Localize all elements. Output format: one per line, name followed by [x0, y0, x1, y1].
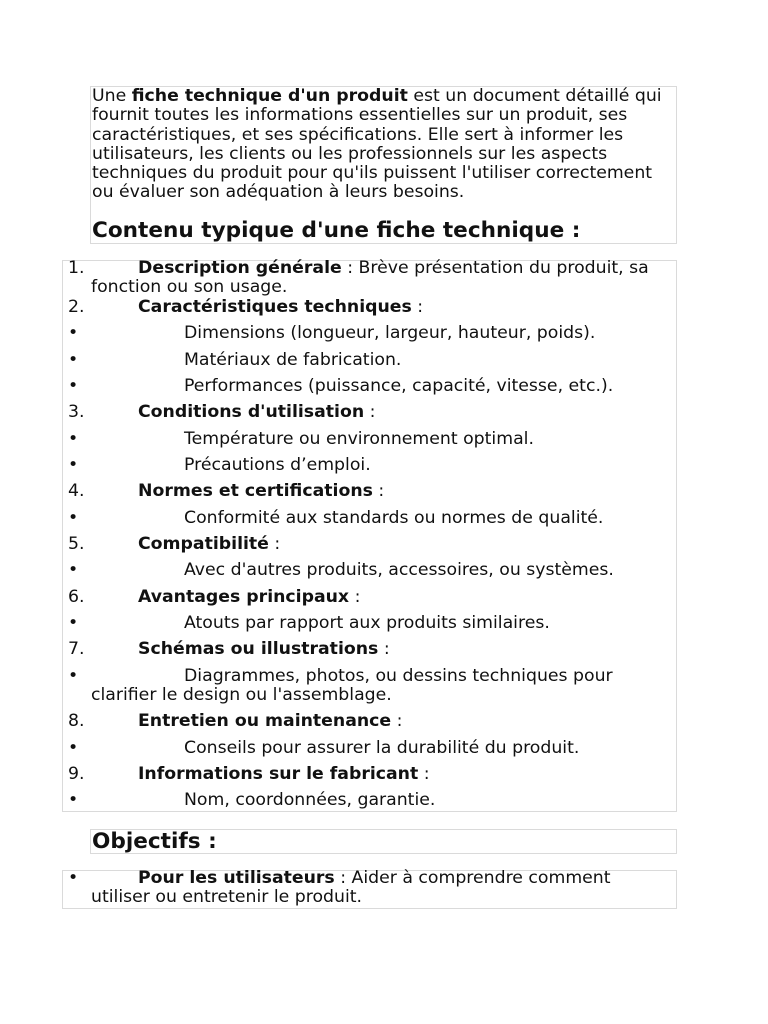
contents-heading: Contenu typique d'une fiche technique : [92, 217, 581, 243]
item-number: 3. [68, 402, 85, 423]
item-label: Compatibilité [138, 533, 269, 554]
bullet-item [63, 561, 670, 580]
intro-bold-term: fiche technique d'un produit [131, 86, 408, 106]
item-label: Conditions d'utilisation [138, 402, 365, 423]
item-number: 8. [68, 711, 85, 732]
item-label: Caractéristiques techniques [138, 296, 412, 317]
bullet-item [63, 456, 670, 475]
bullet-marker: • [68, 507, 79, 528]
bullet-marker: • [68, 375, 79, 396]
numbered-item [63, 298, 670, 317]
item-text: : [268, 533, 281, 554]
bullet-text: Nom, coordonnées, garantie. [184, 790, 436, 811]
objectives-heading: Objectifs : [92, 829, 217, 854]
item-label: Schémas ou illustrations [138, 639, 379, 660]
list-entry [63, 535, 670, 581]
item-label: Normes et certifications [138, 481, 373, 502]
item-text: : [378, 639, 390, 660]
bullet-item [63, 377, 670, 396]
bullet-marker: • [68, 428, 79, 449]
bullet-marker: • [68, 560, 79, 581]
item-text: : [391, 711, 403, 732]
item-number: 4. [68, 481, 85, 502]
objectives-heading-section [90, 829, 677, 854]
bullet-marker: • [68, 790, 79, 811]
bullet-item [63, 430, 670, 449]
item-number: 2. [68, 296, 85, 317]
bullet-text: Atouts par rapport aux produits similaires. [184, 612, 550, 633]
bullet-item [63, 351, 670, 370]
objectives-list-body [63, 869, 670, 908]
bullet-item [63, 869, 670, 908]
numbered-item [63, 588, 670, 607]
item-text: : [411, 296, 424, 317]
bullet-text: Performances (puissance, capacité, vitesse, etc.). [184, 375, 614, 396]
bullet-text: Matériaux de fabrication. [184, 349, 402, 370]
bullet-text: Conseils pour assurer la durabilité du produit. [184, 737, 580, 758]
bullet-item [63, 509, 670, 528]
objectives-list [62, 870, 677, 909]
item-text: : Brève présentation du produit, sa fonction ou son usage. [91, 258, 649, 298]
bullet-item [63, 324, 670, 343]
item-text: : [364, 402, 376, 423]
bullet-text: Précautions d’emploi. [184, 454, 371, 475]
item-number: 6. [68, 586, 85, 607]
list-entry [63, 482, 670, 528]
item-text: : Aider à comprendre comment utiliser ou entretenir le produit. [91, 868, 611, 908]
bullet-marker: • [68, 349, 79, 370]
intro-lead-text: Une [92, 86, 132, 106]
item-label: Pour les utilisateurs [138, 868, 335, 888]
intro-body-text: est un document détaillé qui fournit toutes les informations essentielles sur un produit, ses caractéristiques, et ses spécifications. Elle sert à informer les utilisateurs, les clients ou les professionnels sur les aspects techniques du produit pour qu'ils puissent l'utiliser correctement ou évaluer son adéquation à leurs besoins. [92, 86, 662, 203]
item-label: Avantages principaux [138, 586, 350, 607]
list-entry [63, 588, 670, 634]
item-number: 5. [68, 533, 85, 554]
item-number: 9. [68, 764, 85, 785]
bullet-marker: • [68, 737, 79, 758]
numbered-item [63, 640, 670, 659]
bullet-text: Avec d'autres produits, accessoires, ou systèmes. [184, 560, 614, 581]
bullet-marker: • [68, 612, 79, 633]
bullet-text: Dimensions (longueur, largeur, hauteur, poids). [184, 323, 596, 344]
item-label: Entretien ou maintenance [138, 711, 392, 732]
intro-section [90, 86, 677, 244]
bullet-item [63, 739, 670, 758]
bullet-marker: • [68, 454, 79, 475]
item-number: 1. [68, 258, 85, 278]
bullet-marker: • [68, 323, 79, 344]
numbered-item [63, 403, 670, 422]
intro-paragraph [92, 87, 674, 203]
item-text: : [372, 481, 385, 502]
bullet-text: Conformité aux standards ou normes de qualité. [184, 507, 604, 528]
contents-list-body [63, 259, 670, 811]
list-entry [63, 403, 670, 475]
numbered-item [63, 482, 670, 501]
item-label: Description générale [138, 258, 342, 278]
item-label: Informations sur le fabricant [138, 764, 419, 785]
numbered-item [63, 765, 670, 784]
list-entry [63, 640, 670, 705]
bullet-marker: • [68, 868, 79, 888]
list-entry [63, 765, 670, 811]
numbered-item [63, 259, 670, 298]
numbered-item [63, 712, 670, 731]
list-entry [63, 712, 670, 758]
item-text: : [349, 586, 361, 607]
bullet-marker: • [68, 665, 79, 686]
bullet-item [63, 791, 670, 810]
bullet-item [63, 667, 670, 706]
list-entry [63, 298, 670, 396]
bullet-text: Diagrammes, photos, ou dessins techniques pour clarifier le design ou l'assemblage. [91, 665, 613, 706]
contents-list [62, 260, 677, 812]
item-number: 7. [68, 639, 85, 660]
bullet-item [63, 614, 670, 633]
item-text: : [418, 764, 430, 785]
bullet-text: Température ou environnement optimal. [184, 428, 534, 449]
numbered-item [63, 535, 670, 554]
list-entry [63, 259, 670, 298]
